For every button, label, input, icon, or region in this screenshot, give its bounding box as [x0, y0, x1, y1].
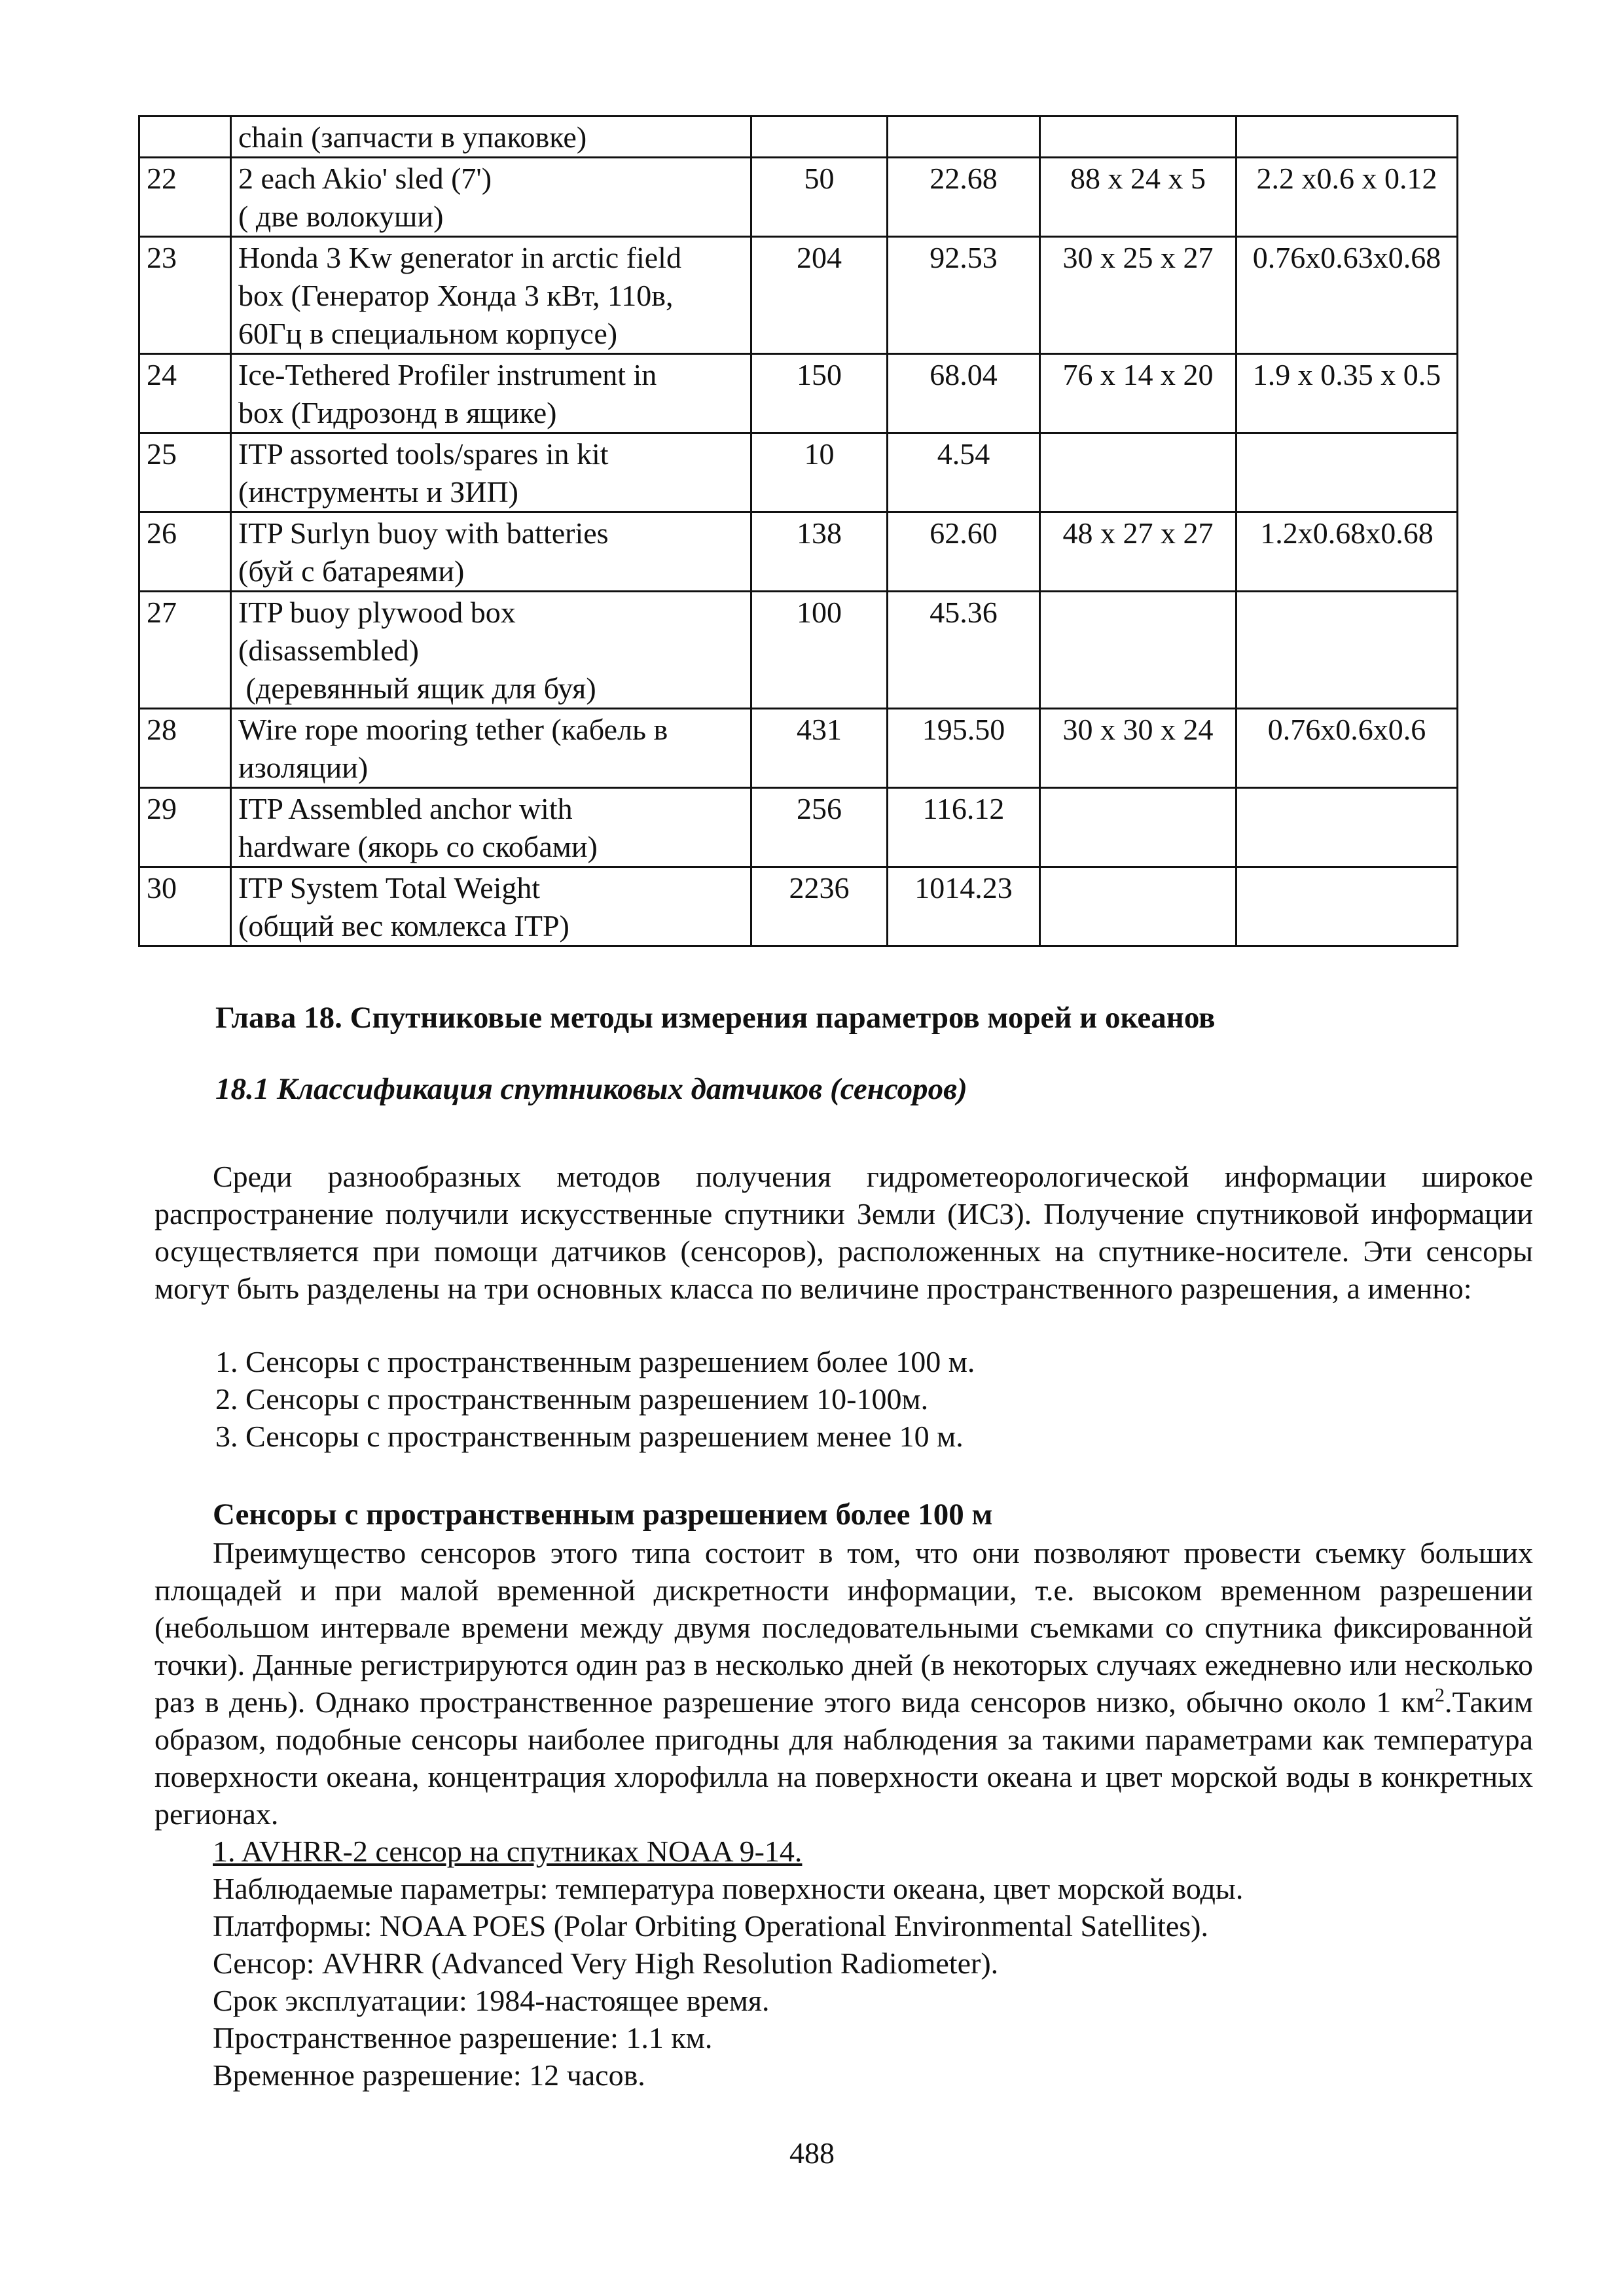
weight-kg: 116.12 [888, 788, 1040, 867]
body-paragraph: Преимущество сенсоров этого типа состоит в том, что они позволяют провести съемку больших площадей и при малой временной дискретности информации, т.е. высоком временном разрешении (небольшом интервале времени между двумя последовательными съемками со спутника фиксированной точки). Данные регистрируются один раз в несколько дней (в некоторых случаях ежедневно или несколько раз в день). Однако пространственное разрешение этого вида сенсоров низко, обычно около 1 $км^2.Таким$ образом, подобные сенсоры наиболее пригодны для наблюдения за такими параметрами как температура поверхности океана, концентрация хлорофилла на поверхности океана и цвет морской воды в конкретных регионах. [154, 1536, 1533, 1831]
dimensions-m [1236, 867, 1458, 946]
equipment-table [138, 115, 1458, 947]
section-heading: 18.1 Классификация спутниковых датчиков (сенсоров) [215, 1072, 967, 1106]
dimensions-in: 48 x 27 x 27 [1040, 512, 1236, 592]
weight-lb: 138 [751, 512, 888, 592]
sensor-title: 1. AVHRR-2 сенсор на спутниках NOAA 9-14. [213, 1835, 803, 1868]
dimensions-in: 30 x 30 x 24 [1040, 709, 1236, 788]
weight-kg: 45.36 [888, 592, 1040, 709]
row-description: ITP Assembled anchor with hardware (якорь со скобами) [231, 788, 751, 867]
dimensions-in [1040, 788, 1236, 867]
list-item: 2. Сенсоры с пространственным разрешением 10-100м. [215, 1382, 929, 1416]
row-description: ITP System Total Weight (общий вес комлекса ITP) [231, 867, 751, 946]
table-row [139, 433, 1458, 512]
weight-lb: 50 [751, 158, 888, 237]
sensor-line: Срок эксплуатации: 1984-настоящее время. [213, 1984, 770, 2017]
weight-kg: 92.53 [888, 237, 1040, 354]
sensor-line: Платформы: NOAA POES (Polar Orbiting Operational Environmental Satellites). [213, 1909, 1208, 1943]
weight-kg: 4.54 [888, 433, 1040, 512]
weight-kg: 22.68 [888, 158, 1040, 237]
weight-lb: 10 [751, 433, 888, 512]
row-description: chain (запчасти в упаковке) [231, 117, 751, 158]
dimensions-in: 88 x 24 x 5 [1040, 158, 1236, 237]
weight-kg: 195.50 [888, 709, 1040, 788]
row-number: 30 [139, 867, 231, 946]
table-row [139, 237, 1458, 354]
row-number: 23 [139, 237, 231, 354]
dimensions-m: 0.76x0.6x0.6 [1236, 709, 1458, 788]
row-number [139, 117, 231, 158]
row-description: Wire rope mooring tether (кабель в изоляции) [231, 709, 751, 788]
dimensions-in: 30 x 25 x 27 [1040, 237, 1236, 354]
row-number: 28 [139, 709, 231, 788]
dimensions-in [1040, 117, 1236, 158]
weight-kg: 62.60 [888, 512, 1040, 592]
weight-lb: 2236 [751, 867, 888, 946]
dimensions-in [1040, 433, 1236, 512]
row-description: ITP assorted tools/spares in kit (инструменты и ЗИП) [231, 433, 751, 512]
sensor-line: Временное разрешение: 12 часов. [213, 2058, 645, 2092]
list-item: 3. Сенсоры с пространственным разрешением менее 10 м. [215, 1420, 964, 1453]
weight-lb: 256 [751, 788, 888, 867]
weight-kg [888, 117, 1040, 158]
row-number: 22 [139, 158, 231, 237]
table-row [139, 512, 1458, 592]
dimensions-in [1040, 867, 1236, 946]
dimensions-m [1236, 592, 1458, 709]
row-description: ITP Surlyn buoy with batteries (буй с батареями) [231, 512, 751, 592]
sensor-line: Наблюдаемые параметры: температура поверхности океана, цвет морской воды. [213, 1872, 1244, 1905]
row-description: Honda 3 Kw generator in arctic field box (Генератор Хонда 3 кВт, 110в, 60Гц в специальном корпусе) [231, 237, 751, 354]
row-number: 29 [139, 788, 231, 867]
weight-lb: 204 [751, 237, 888, 354]
dimensions-m [1236, 433, 1458, 512]
weight-kg: 1014.23 [888, 867, 1040, 946]
dimensions-m: 1.2x0.68x0.68 [1236, 512, 1458, 592]
table-row [139, 709, 1458, 788]
dimensions-in [1040, 592, 1236, 709]
weight-lb: 150 [751, 354, 888, 433]
list-item: 1. Сенсоры с пространственным разрешением более 100 м. [215, 1345, 975, 1378]
row-description: Ice-Tethered Profiler instrument in box (Гидрозонд в ящике) [231, 354, 751, 433]
row-number: 24 [139, 354, 231, 433]
row-number: 25 [139, 433, 231, 512]
weight-lb: 100 [751, 592, 888, 709]
weight-lb [751, 117, 888, 158]
sensor-line: Пространственное разрешение: 1.1 км. [213, 2021, 713, 2054]
table-row [139, 788, 1458, 867]
weight-lb: 431 [751, 709, 888, 788]
dimensions-m: 0.76x0.63x0.68 [1236, 237, 1458, 354]
subsection-heading: Сенсоры с пространственным разрешением более 100 м [213, 1498, 993, 1532]
row-number: 26 [139, 512, 231, 592]
dimensions-m [1236, 117, 1458, 158]
sensor-line: Сенсор: AVHRR (Advanced Very High Resolution Radiometer). [213, 1946, 999, 1980]
table-row [139, 158, 1458, 237]
intro-paragraph: Среди разнообразных методов получения гидрометеорологической информации широкое распространение получили искусственные спутники Земли (ИСЗ). Получение спутниковой информации осуществляется при помощи датчиков (сенсоров), расположенных на спутнике-носителе. Эти сенсоры могут быть разделены на три основных класса по величине пространственного разрешения, а именно: [154, 1160, 1533, 1305]
chapter-heading: Глава 18. Спутниковые методы измерения параметров морей и океанов [215, 1001, 1216, 1035]
dimensions-in: 76 x 14 x 20 [1040, 354, 1236, 433]
dimensions-m [1236, 788, 1458, 867]
table-row [139, 354, 1458, 433]
row-number: 27 [139, 592, 231, 709]
row-description: ITP buoy plywood box (disassembled) (деревянный ящик для буя) [231, 592, 751, 709]
page-number: 488 [789, 2136, 835, 2170]
dimensions-m: 1.9 x 0.35 x 0.5 [1236, 354, 1458, 433]
table-row [139, 867, 1458, 946]
table-row [139, 117, 1458, 158]
table-row [139, 592, 1458, 709]
dimensions-m: 2.2 x0.6 x 0.12 [1236, 158, 1458, 237]
weight-kg: 68.04 [888, 354, 1040, 433]
row-description: 2 each Akio' sled (7') ( две волокуши) [231, 158, 751, 237]
